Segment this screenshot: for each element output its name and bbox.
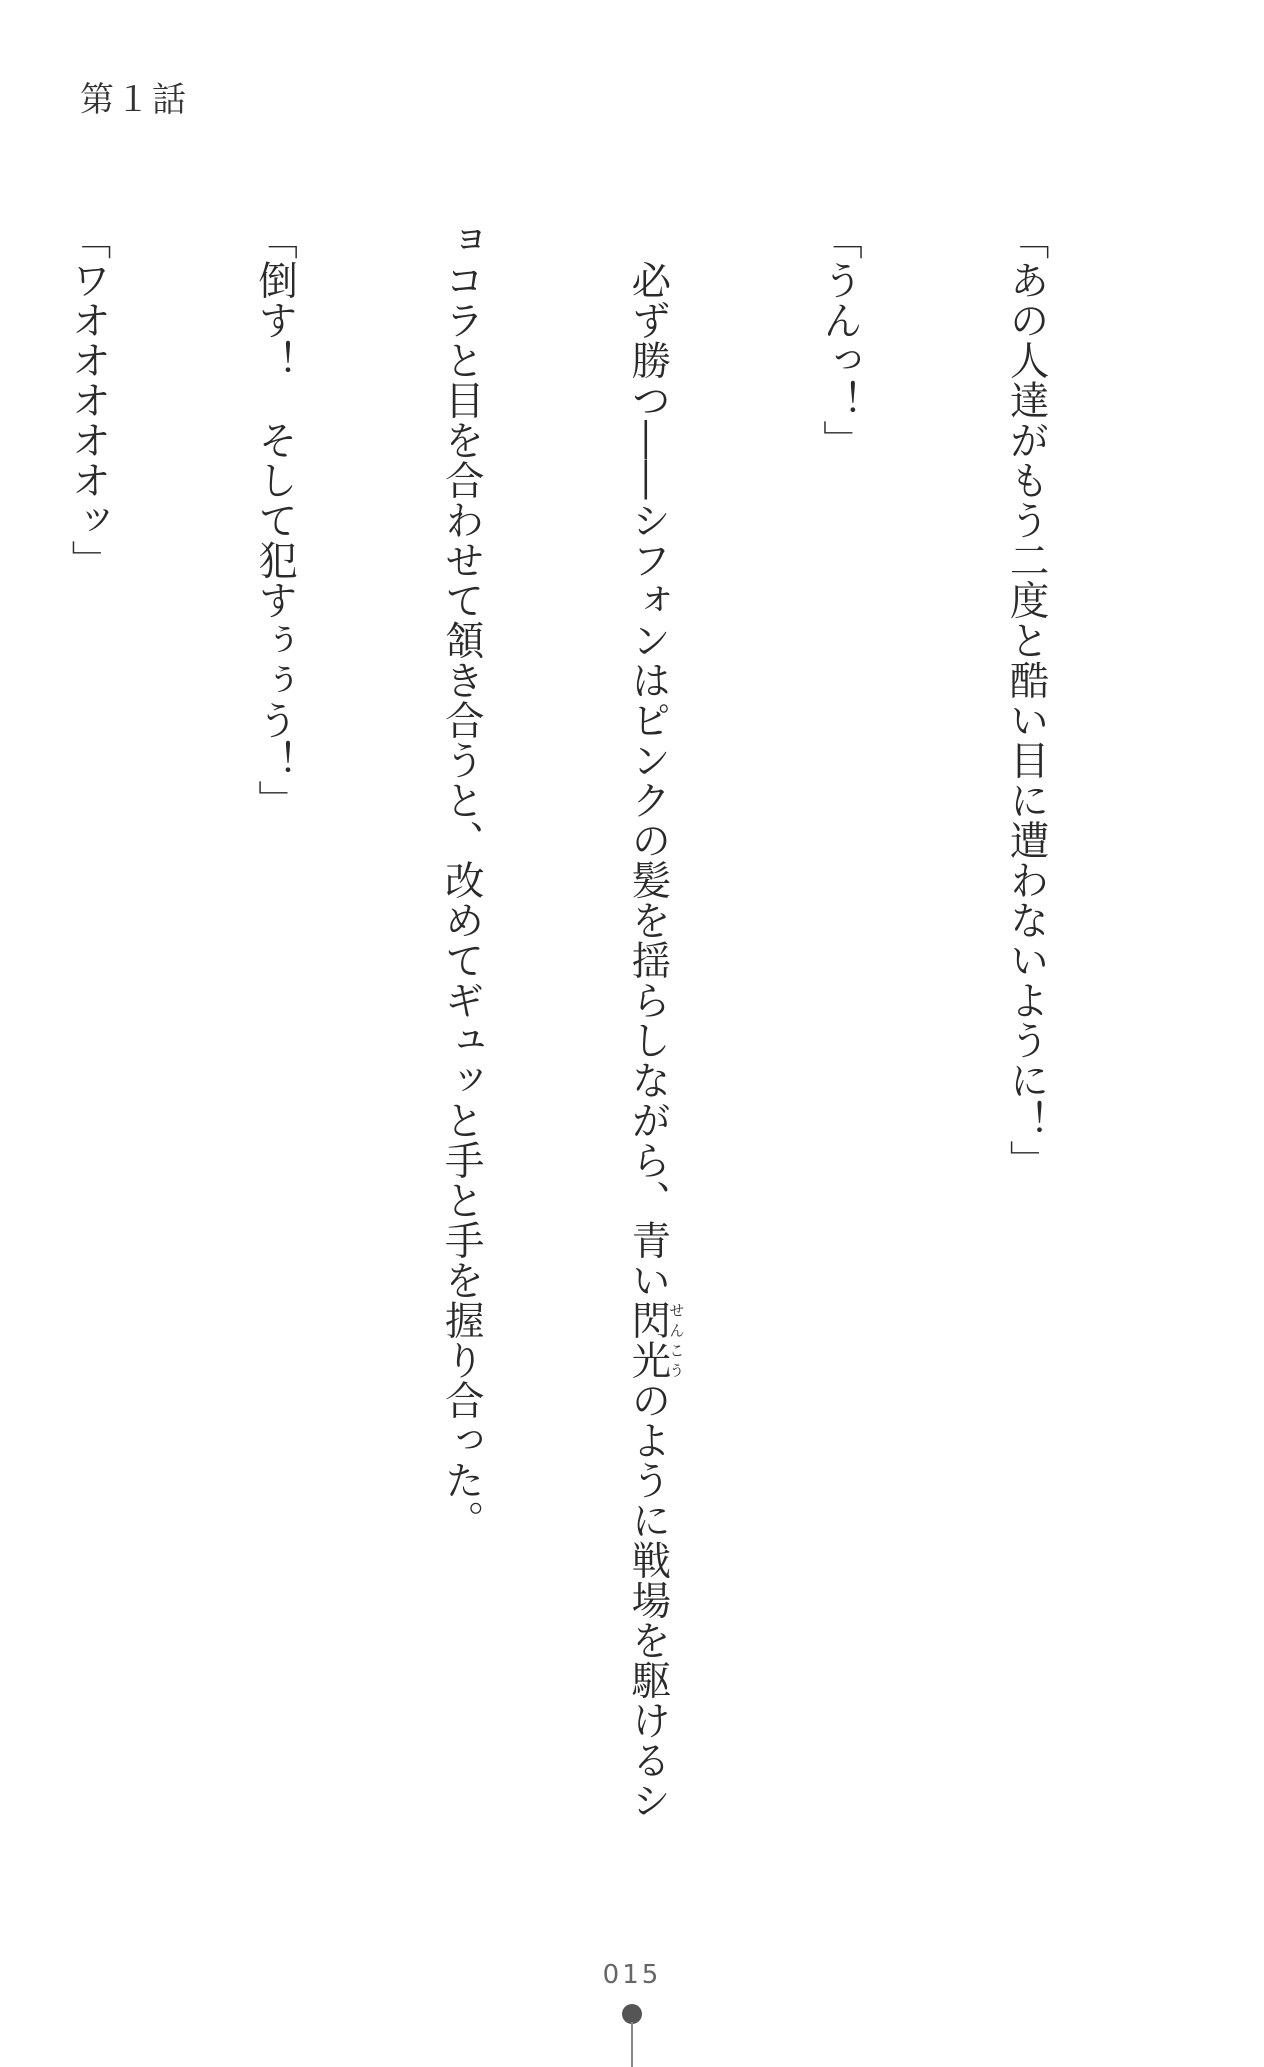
novel-body-text xyxy=(0,220,1182,1920)
text-line: 「倒す！ そして犯すぅぅう！」 xyxy=(252,220,299,820)
page-number: 015 xyxy=(602,1960,662,1990)
page-marker-dot xyxy=(622,2004,642,2024)
text-line: ョコラと目を合わせて頷き合うと、改めてギュッと手と手を握り合った。 xyxy=(438,220,485,1540)
chapter-heading: 第１話 xyxy=(80,80,188,120)
text-line: 「うんっ！」 xyxy=(816,220,863,460)
page-marker-line xyxy=(631,2022,633,2067)
text-line-with-ruby: 必ず勝つ――シフォンはピンクの髪を揺らしながら、青い閃光せんこうのように戦場を駆けるシ xyxy=(625,220,686,1820)
text-line: 「ワオオオオオッ」 xyxy=(65,220,112,580)
ruby-annotation: 閃光せんこう xyxy=(625,1300,686,1380)
text-line: 「あの人達がもう二度と酷い目に遭わないように！」 xyxy=(1003,220,1050,1180)
furigana-reading: せんこう xyxy=(667,1300,686,1380)
